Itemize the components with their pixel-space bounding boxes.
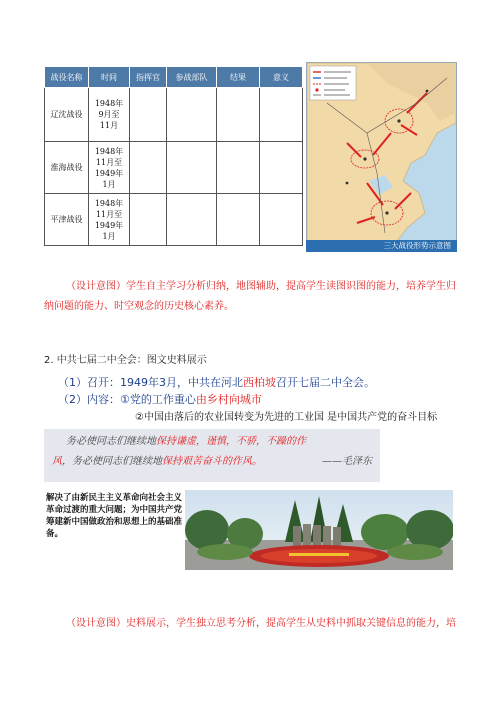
quote-highlight: 保持谦虚，谨慎，不骄，不躁的作 — [156, 436, 306, 447]
table-header: 指挥官 — [130, 67, 167, 88]
table-header: 意义 — [260, 67, 303, 88]
empty-cell[interactable] — [130, 194, 167, 246]
item-text: ①党的工作重心 — [120, 393, 196, 406]
battle-table — [44, 66, 303, 246]
design-intent-text: 学生自主学习分析归纳，地图辅助，提高学生读图识图的能力，培养学生归 — [126, 281, 456, 292]
content-subitem: ②中国由落后的农业国转变为先进的工业国 是中国共产党的奋斗目标 — [135, 412, 438, 423]
quote-author: ——毛泽东 — [322, 456, 372, 467]
empty-cell[interactable] — [260, 142, 303, 194]
item-label: （1）召开： — [58, 376, 120, 389]
table-row — [45, 88, 303, 142]
table-header: 参战部队 — [167, 67, 217, 88]
empty-cell[interactable] — [217, 194, 260, 246]
section-heading: 2. 中共七届二中全会：图文史料展示 — [44, 355, 207, 366]
battle-time: 1948年 11月至 1949年 1月 — [89, 194, 130, 246]
empty-cell[interactable] — [130, 142, 167, 194]
empty-cell[interactable] — [217, 142, 260, 194]
photo-image — [185, 490, 453, 570]
design-intent-label: （设计意图） — [66, 618, 126, 629]
design-intent-label: （设计意图） — [66, 281, 126, 292]
empty-cell[interactable] — [167, 194, 217, 246]
design-intent-text: 纳问题的能力、时空观念的历史核心素养。 — [44, 301, 234, 312]
empty-cell[interactable] — [217, 88, 260, 142]
map-caption: 三大战役形势示意图 — [306, 240, 457, 252]
item-text: 召开七届二中全会。 — [276, 376, 375, 389]
battle-name: 淮海战役 — [45, 142, 89, 194]
table-header: 结果 — [217, 67, 260, 88]
quote-text: ，务必使同志们继续地 — [62, 456, 162, 467]
meeting-item — [58, 374, 375, 390]
item-text: 1949年3月，中共在河北 — [120, 376, 243, 389]
design-intent-paragraph — [44, 277, 460, 317]
photo-description: 解决了由新民主主义革命向社会主义革命过渡的重大问题；为中国共产党筹建新中国做政治和思想上的基础准备。 — [46, 493, 183, 539]
quote-highlight: 保持艰苦奋斗的作风。 — [162, 456, 262, 467]
quote-highlight: 风 — [52, 456, 62, 467]
empty-cell[interactable] — [260, 88, 303, 142]
table-header: 战役名称 — [45, 67, 89, 88]
battle-time: 1948年 9月至 11月 — [89, 88, 130, 142]
battle-time: 1948年 11月至 1949年 1月 — [89, 142, 130, 194]
table-header: 时间 — [89, 67, 130, 88]
quote-box — [44, 429, 380, 482]
three-campaigns-map — [306, 62, 457, 242]
item-highlight: 西柏坡 — [243, 376, 276, 389]
xibaipo-photo — [185, 490, 453, 570]
item-label: （2）内容： — [58, 393, 120, 406]
map-image — [307, 63, 456, 241]
content-item — [58, 391, 262, 407]
table-header-row — [45, 67, 303, 88]
empty-cell[interactable] — [167, 88, 217, 142]
quote-text: 务必使同志们继续地 — [66, 436, 156, 447]
battle-name: 平津战役 — [45, 194, 89, 246]
design-intent-paragraph — [44, 614, 460, 634]
empty-cell[interactable] — [130, 88, 167, 142]
battle-name: 辽沈战役 — [45, 88, 89, 142]
design-intent-text: 史料展示，学生独立思考分析，提高学生从史料中抓取关键信息的能力，培 — [126, 618, 456, 629]
empty-cell[interactable] — [167, 142, 217, 194]
item-highlight: 由乡村向城市 — [195, 393, 262, 406]
table-row — [45, 194, 303, 246]
table-row — [45, 142, 303, 194]
empty-cell[interactable] — [260, 194, 303, 246]
